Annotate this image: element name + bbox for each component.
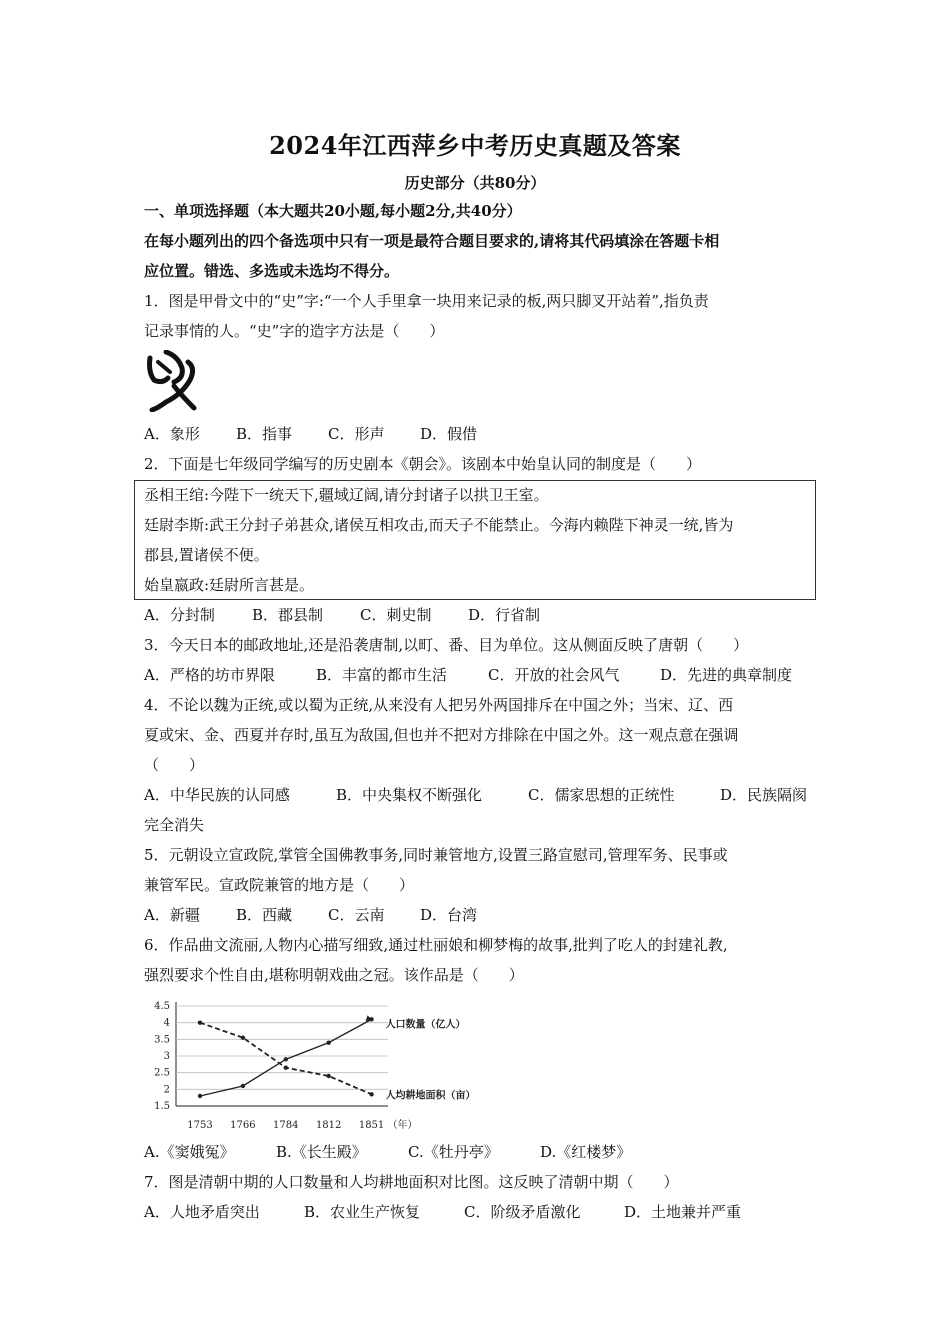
series-label: 人均耕地面积（亩） [385,1090,476,1102]
option-d[interactable]: D.《红楼梦》 [540,1143,632,1161]
option-c[interactable]: C.《牡丹亭》 [408,1143,499,1161]
y-tick-label: 3.5 [154,1034,170,1046]
option-b[interactable]: B．指事 [236,425,293,443]
option-a[interactable]: A．分封制 [144,606,215,624]
series-label: 人口数量（亿人） [385,1019,466,1031]
question-5-text: 5．元朝设立宣政院,掌管全国佛教事务,同时兼管地方,设置三路宣慰司,管理军务、民事或 [144,846,728,864]
data-point [241,1084,245,1088]
option-b[interactable]: B．西藏 [236,906,293,924]
question-5-options [144,905,477,925]
question-1-options [144,424,477,444]
data-point [198,1094,202,1098]
question-4-options [144,785,807,805]
option-d[interactable]: D．先进的典章制度 [660,666,793,684]
data-point [326,1040,330,1044]
x-tick-label: 1851 [358,1120,385,1131]
script-line: 廷尉李斯:武王分封子弟甚众,诸侯互相攻击,而天子不能禁止。今海内赖陛下神灵一统,皆为 [144,516,734,534]
line-chart [140,996,540,1136]
option-a[interactable]: A．严格的坊市界限 [144,666,275,684]
option-d[interactable]: D．土地兼并严重 [624,1203,742,1221]
option-b[interactable]: B．丰富的都市生活 [316,666,448,684]
script-line: 丞相王绾:今陛下一统天下,疆域辽阔,请分封诸子以拱卫王室。 [144,486,549,504]
option-a[interactable]: A．人地矛盾突出 [144,1203,260,1221]
y-tick-label: 2.5 [154,1067,170,1079]
y-tick-label: 4.5 [154,1001,170,1012]
x-tick-label: 1784 [273,1120,299,1131]
data-point [326,1074,330,1078]
x-tick-label: 1753 [187,1120,213,1131]
question-4-text: 夏或宋、金、西夏并存时,虽互为敌国,但也并不把对方排除在中国之外。这一观点意在强调 [144,726,739,744]
x-tick-label: 1766 [230,1120,256,1131]
section-heading: 一、单项选择题（本大题共20小题,每小题2分,共40分） [144,202,522,220]
data-point [198,1020,202,1024]
option-d[interactable]: D．民族隔阂 [720,786,808,804]
option-d[interactable]: D．行省制 [468,606,541,624]
y-tick-label: 2 [163,1084,170,1096]
option-c[interactable]: C．形声 [328,425,385,443]
option-d-continued: 完全消失 [144,816,205,834]
script-line: 郡县,置诸侯不便。 [144,546,269,564]
question-6-options [144,1142,631,1162]
question-7-options [144,1202,741,1222]
option-c[interactable]: C．云南 [328,906,385,924]
question-2-text: 2．下面是七年级同学编写的历史剧本《朝会》。该剧本中始皇认同的制度是（ ） [144,455,702,473]
x-tick-label: 1812 [315,1120,342,1131]
option-a[interactable]: A．新疆 [144,906,200,924]
population-farmland-chart [140,996,540,1140]
option-c[interactable]: C．阶级矛盾激化 [464,1203,581,1221]
question-1-text: 1．图是甲骨文中的“史”字:“一个人手里拿一块用来记录的板,两只脚叉开站着”,指负责 [144,292,709,310]
question-3-text: 3．今天日本的邮政地址,还是沿袭唐制,以町、番、目为单位。这从侧面反映了唐朝（ ） [144,636,749,654]
y-tick-label: 4 [163,1017,170,1029]
y-tick-label: 1.5 [154,1101,170,1112]
question-6-text: 强烈要求个性自由,堪称明朝戏曲之冠。该作品是（ ） [144,966,524,984]
instruction-line: 应位置。错选、多选或未选均不得分。 [144,262,400,280]
option-b[interactable]: B．农业生产恢复 [304,1203,421,1221]
option-a[interactable]: A．中华民族的认同感 [144,786,290,804]
instruction-line: 在每小题列出的四个备选项中只有一项是最符合题目要求的,请将其代码填涂在答题卡相 [144,232,720,250]
question-6-text: 6．作品曲文流丽,人物内心描写细致,通过杜丽娘和柳梦梅的故事,批判了吃人的封建礼教, [144,936,728,954]
oracle-bone-shi-glyph-icon [144,350,200,416]
option-a[interactable]: A.《窦娥冤》 [144,1143,235,1161]
x-unit-label: （年） [387,1120,418,1131]
question-1-text: 记录事情的人。“史”字的造字方法是（ ） [144,322,445,340]
option-b[interactable]: B.《长生殿》 [276,1143,367,1161]
question-2-options [144,605,540,625]
option-c[interactable]: C．开放的社会风气 [488,666,620,684]
page-subtitle: 历史部分（共80分） [404,174,546,192]
option-a[interactable]: A．象形 [144,425,200,443]
question-3-options [144,665,792,685]
option-b[interactable]: B．郡县制 [252,606,324,624]
data-point [369,1092,373,1096]
question-4-text: 4．不论以魏为正统,或以蜀为正统,从来没有人把另外两国排斥在中国之外；当宋、辽、西 [144,696,734,714]
y-tick-label: 3 [163,1051,170,1062]
option-d[interactable]: D．台湾 [420,906,478,924]
data-point [284,1065,288,1069]
option-c[interactable]: C．刺史制 [360,606,432,624]
question-7-text: 7．图是清朝中期的人口数量和人均耕地面积对比图。这反映了清朝中期（ ） [144,1173,679,1191]
option-b[interactable]: B．中央集权不断强化 [336,786,483,804]
option-d[interactable]: D．假借 [420,425,478,443]
question-4-text: （ ） [144,756,205,774]
option-c[interactable]: C．儒家思想的正统性 [528,786,675,804]
script-line: 始皇嬴政:廷尉所言甚是。 [144,576,315,594]
data-point [241,1035,245,1039]
question-5-text: 兼管军民。宣政院兼管的地方是（ ） [144,876,415,894]
data-point [284,1057,288,1061]
page-title: 2024年江西萍乡中考历史真题及答案 [269,131,681,160]
